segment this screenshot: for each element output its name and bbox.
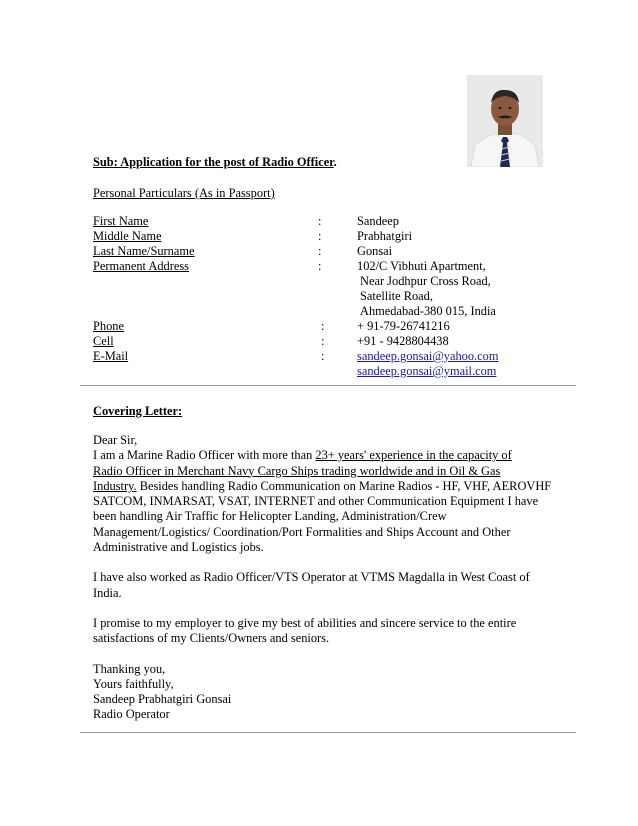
subject-dot: . <box>333 155 337 169</box>
email-colon: : <box>321 349 325 363</box>
subject-line <box>93 155 337 170</box>
personal-particulars-heading: Personal Particulars (As in Passport) <box>93 186 275 200</box>
address-line-4: Ahmedabad-380 015, India <box>360 304 496 318</box>
p1-intro: I am a Marine Radio Officer with more than <box>93 448 316 463</box>
address-colon: : <box>318 259 322 273</box>
email-link-yahoo[interactable]: sandeep.gonsai@yahoo.com <box>357 349 499 363</box>
p1-highlight-2: Radio Officer in Merchant Navy Cargo Ships trading worldwide and in Oil & Gas <box>93 463 501 478</box>
address-label: Permanent Address <box>93 259 190 273</box>
p1-highlight-1: 23+ years' experience in the capacity of <box>315 448 512 463</box>
letter-salutation: Dear Sir, <box>93 433 138 447</box>
email-label: E-Mail <box>93 349 129 363</box>
subject-text: Sub: Application for the post of Radio Officer <box>93 155 334 169</box>
address-line-2: Near Jodhpur Cross Road, <box>360 274 491 288</box>
letter-body <box>93 433 553 723</box>
cell-colon: : <box>321 334 325 348</box>
letter-closing-3: Sandeep Prabhatgiri Gonsai <box>93 692 232 707</box>
address-line-1: 102/C Vibhuti Apartment, <box>357 259 486 273</box>
bottom-divider <box>80 732 576 733</box>
p1-highlight-3: Industry. <box>93 478 137 493</box>
phone-value: + 91-79-26741216 <box>357 319 450 333</box>
letter-paragraph-2: I have also worked as Radio Officer/VTS Operator at VTMS Magdalla in West Coast of India. <box>93 570 530 600</box>
email-link-ymail[interactable]: sandeep.gonsai@ymail.com <box>357 364 497 378</box>
letter-closing-1: Thanking you, <box>93 661 166 676</box>
p1-rest: Besides handling Radio Communication on Marine Radios - HF, VHF, AEROVHF SATCOM, INMARSAT, VSAT, INTERNET and other Communication Equipment I have been handling Air Traffic for Helicopter Landing, Administration/Crew Management/Logistics/ Coordination/Port Formalities and Ships Account and Other Administrative and Logistics jobs. <box>93 478 552 555</box>
phone-label: Phone <box>93 319 124 333</box>
letter-paragraph-3: I promise to my employer to give my best of abilities and sincere service to the entire satisfactions of my Clients/Owners and seniors. <box>93 615 517 646</box>
letter-closing-4: Radio Operator <box>93 707 170 722</box>
last-name-value: Gonsai <box>357 244 393 258</box>
first-name-value: Sandeep <box>357 214 399 228</box>
middle-name-value: Prabhatgiri <box>357 229 413 243</box>
section-divider <box>80 385 576 386</box>
address-line-3: Satellite Road, <box>360 289 433 303</box>
first-name-label: First Name <box>93 214 149 228</box>
cell-label: Cell <box>93 334 114 348</box>
cell-value: +91 - 9428804438 <box>357 334 449 348</box>
letter-paragraph-1 <box>93 448 553 555</box>
phone-colon: : <box>321 319 325 333</box>
middle-name-colon: : <box>318 229 322 243</box>
middle-name-label: Middle Name <box>93 229 162 243</box>
applicant-photo <box>467 75 543 167</box>
first-name-colon: : <box>318 214 322 228</box>
letter-closing-2: Yours faithfully, <box>93 676 174 691</box>
last-name-colon: : <box>318 244 322 258</box>
last-name-label: Last Name/Surname <box>93 244 195 258</box>
covering-letter-heading: Covering Letter: <box>93 404 183 418</box>
